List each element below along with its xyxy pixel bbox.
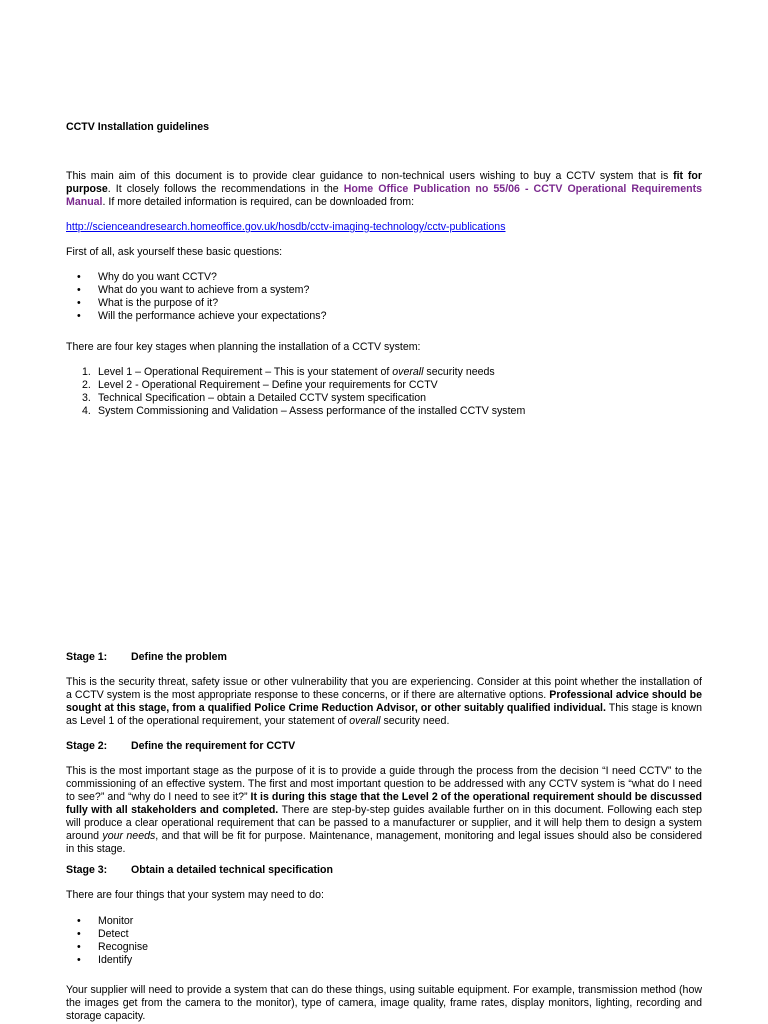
- publications-link[interactable]: http://scienceandresearch.homeoffice.gov.uk/hosdb/cctv-imaging-technology/cctv-publications: [66, 221, 506, 233]
- stage-1-text-3: security need.: [383, 715, 450, 727]
- list-text: Level 2 - Operational Requirement – Define your requirements for CCTV: [98, 379, 438, 391]
- stage-3-label: Stage 3:: [66, 864, 108, 876]
- list-text: Technical Specification – obtain a Detailed CCTV system specification: [98, 392, 426, 404]
- document-title: CCTV Installation guidelines: [66, 121, 210, 133]
- list-item: • Why do you want CCTV?: [98, 271, 326, 284]
- list-item: • What is the purpose of it?: [98, 297, 326, 310]
- fit-for-purpose-emphasis: fit for purpose: [66, 170, 702, 195]
- list-item: [82, 379, 525, 392]
- list-item: [82, 405, 526, 418]
- questions-intro: First of all, ask yourself these basic questions:: [66, 246, 283, 258]
- list-text: System Commissioning and Validation – Assess performance of the installed CCTV system: [98, 405, 526, 417]
- stage-3-heading: [66, 864, 702, 877]
- intro-text-1: This main aim of this document is to provide clear guidance to non-technical users wishing to buy a CCTV system that is: [66, 170, 669, 182]
- stages-list: [82, 366, 526, 418]
- stage-2-level-2-emphasis: It is during this stage that the Level 2 of the operational requirement should be discussed fully with all stakeholders and completed.: [66, 791, 703, 816]
- list-number: 3.: [82, 392, 91, 404]
- list-item: • Recognise: [98, 941, 148, 954]
- stage-2-heading: [66, 740, 702, 753]
- list-text: Level 1 – Operational Requirement – This is your statement of: [98, 366, 390, 378]
- list-number: 2.: [82, 379, 91, 391]
- list-text: security needs: [426, 366, 495, 378]
- list-item: • Monitor: [98, 915, 148, 928]
- list-item: • Will the performance achieve your expectations?: [98, 310, 326, 323]
- stage-2-text-2: There are step-by-step guides available further on in this document. Following each step will produce a clear operational requirement that can be passed to a manufacturer or supplier, and it will help them to design a system around: [66, 804, 702, 842]
- intro-text-2: . It closely follows the recommendations in the: [107, 183, 339, 195]
- stage-1-text-1: This is the security threat, safety issue or other vulnerability that you are experiencing. Consider at this point whether the installation of a CCTV system is the most appropriate response to these concerns, or if there are alternative options.: [66, 676, 702, 701]
- list-item: • What do you want to achieve from a system?: [98, 284, 326, 297]
- list-item: • Identify: [98, 954, 148, 967]
- stage-1-professional-advice: Professional advice should be sought at this stage, from a qualified Police Crime Reduction Advisor, or other suitably qualified individual.: [66, 689, 703, 714]
- list-item: [82, 392, 525, 405]
- stage-1-paragraph: [66, 676, 702, 728]
- stage-2-text-3: , and that will be fit for purpose. Maintenance, management, monitoring and legal issues should also be considered in this stage.: [66, 830, 702, 855]
- stage-1-name: Define the problem: [131, 651, 227, 663]
- list-number: 1.: [82, 366, 91, 378]
- list-item: [82, 366, 525, 379]
- list-number: 4.: [82, 405, 91, 417]
- stage-2-paragraph: [66, 765, 702, 856]
- stage-1-text-2: This stage is known as Level 1 of the operational requirement, your statement of: [66, 702, 702, 727]
- stage-3-name: Obtain a detailed technical specification: [131, 864, 333, 876]
- stage-2-label: Stage 2:: [66, 740, 108, 752]
- stage-2-emphasis: your needs: [102, 830, 156, 842]
- stages-intro: There are four key stages when planning the installation of a CCTV system:: [66, 341, 421, 353]
- stage-3-intro: There are four things that your system may need to do:: [66, 889, 324, 901]
- stage-1-label: Stage 1:: [66, 651, 108, 663]
- stage-2-text-1: This is the most important stage as the purpose of it is to provide a guide through the process from the decision “I need CCTV” to the commissioning of an effective system. The first and most important question to be addressed with any CCTV system is “what do I need to see?” and “why do I need to see it?”: [66, 765, 702, 803]
- list-item: • Detect: [98, 928, 148, 941]
- questions-list: [98, 271, 326, 323]
- stage-1-emphasis: overall: [349, 715, 381, 727]
- list-emphasis: overall: [392, 366, 424, 378]
- stage-2-name: Define the requirement for CCTV: [131, 740, 296, 752]
- intro-text-3: . If more detailed information is required, can be downloaded from:: [102, 196, 415, 208]
- system-functions-list: [98, 915, 148, 967]
- intro-paragraph: [66, 170, 702, 209]
- home-office-publication-reference: Home Office Publication no 55/06 - CCTV Operational Requirements Manual: [66, 183, 702, 208]
- stage-1-heading: [66, 651, 702, 664]
- stage-3-final-paragraph: Your supplier will need to provide a system that can do these things, using suitable equipment. For example, transmission method (how the images get from the camera to the monitor), type of camera, image quality, frame rates, display monitors, lighting, recording and storage capacity.: [66, 984, 702, 1022]
